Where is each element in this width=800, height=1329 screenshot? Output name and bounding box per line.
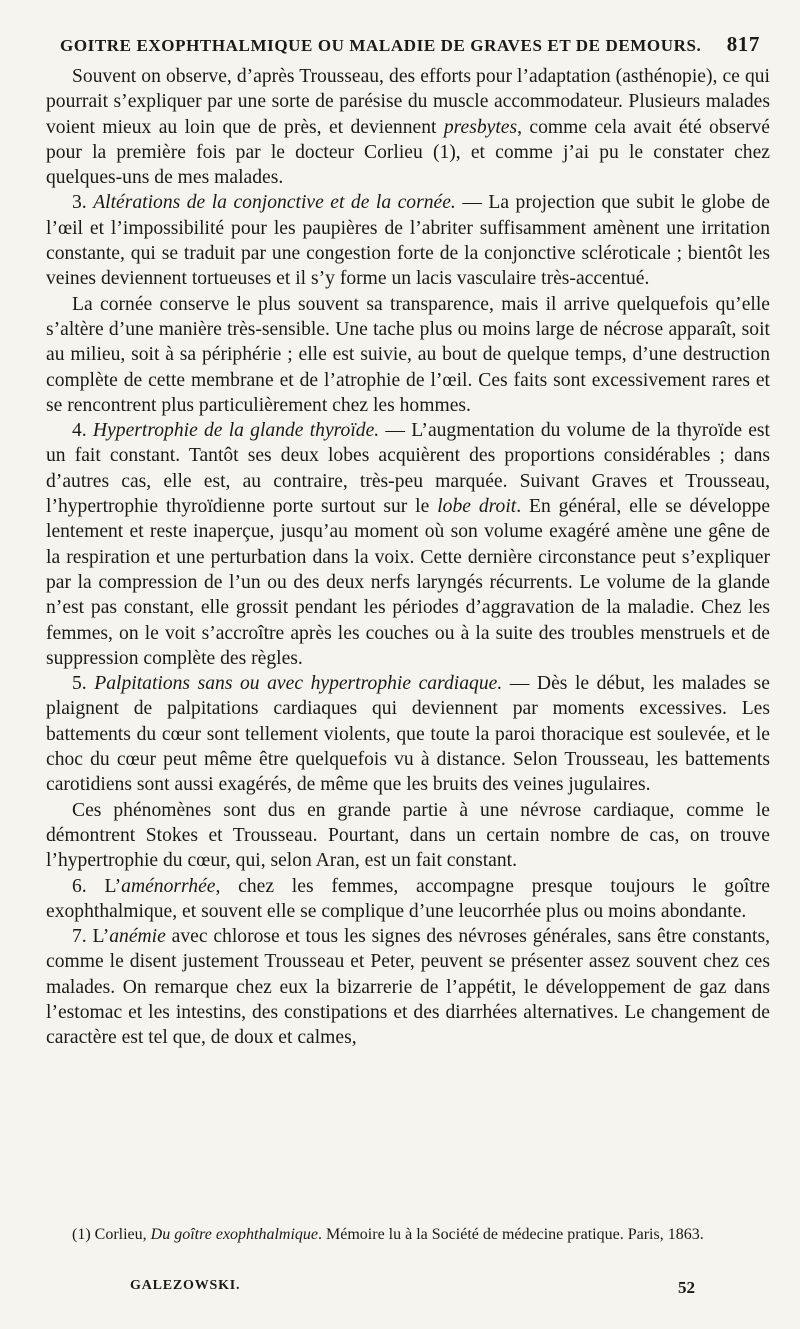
paragraph-accommodation: Souvent on observe, d’après Trousseau, des efforts pour l’adaptation (asthénopie), ce qui pourrait s’expliquer par une sorte de parésise du muscle accommodateur. Plusieurs malades voient mieux au loin que de près, et deviennent presbytes, comme cela avait été observé pour la première fois par le docteur Corlieu (1), et comme j’ai pu le constater chez quelques-uns de mes malades. [46,66,770,189]
section-heading: Altérations de la conjonctive et de la cornée. [93,192,456,214]
signature-line [130,1278,695,1298]
running-title: GOITRE EXOPHTHALMIQUE OU MALADIE DE GRAVES ET DE DEMOURS. [60,36,702,55]
page-number: 817 [726,32,760,56]
section-heading: Palpitations sans ou avec hypertrophie cardiaque. [94,673,503,695]
signature-mark: GALEZOWSKI. [130,1278,241,1293]
signature-number: 52 [678,1278,695,1297]
paragraph-section-3: 3. Altérations de la conjonctive et de la cornée. — La projection que subit le globe de l’œil et l’impossibilité pour les paupières de l’abriter suffisamment amènent une irritation constante, qui se traduit par une congestion forte de la conjonctive scléroticale ; bientôt les veines deviennent tortueuses et il s’y forme un lacis vasculaire très-accentué. [46,192,770,290]
italic-term: lobe droit [437,496,517,518]
running-head [60,32,760,57]
paragraph-cornea: La cornée conserve le plus souvent sa transparence, mais il arrive quelquefois qu’elle s’altère d’une manière très-sensible. Une tache plus ou moins large de nécrose apparaît, soit au milieu, soit à sa périphérie ; elle est suivie, au bout de quelque temps, d’une destruction complète de cette membrane et de l’atrophie de l’œil. Ces faits sont excessivement rares et se rencontrent plus particulièrement chez les hommes. [46,293,770,416]
italic-term: anémie [109,926,166,948]
paragraph-section-5: 5. Palpitations sans ou avec hypertrophie cardiaque. — Dès le début, les malades se plaignent de palpitations cardiaques qui deviennent par moments excessives. Les battements du cœur sont tellement violents, que toute la paroi thoracique est soulevée, et le choc du cœur peut même être quelquefois vu à distance. Selon Trousseau, les battements carotidiens sont aussi exagérés, de même que les bruits des veines jugulaires. [46,673,771,796]
italic-term: aménorrhée [121,875,216,897]
section-heading: Hypertrophie de la glande thyroïde. [92,420,380,442]
paragraph-section-4: 4. Hypertrophie de la glande thyroïde. — L’augmentation du volume de la thyroïde est un fait constant. Tantôt ses deux lobes acquièrent des proportions considérables ; dans d’autres cas, elle est, au contraire, très-peu marquée. Suivant Graves et Trousseau, l’hypertrophie thyroïdienne porte surtout sur le lobe droit. En général, elle se développe lentement et reste inaperçue, jusqu’au moment où son volume exagéré amène une gêne de la respiration et une perturbation dans la voix. Cette dernière circonstance peut s’expliquer par la compression de l’un ou des deux nerfs laryngés récurrents. Le volume de la glande n’est pas constant, elle grossit pendant les périodes d’aggravation de la maladie. Chez les femmes, on le voit s’accroître après les couches ou à la suite des troubles menstruels et de suppression complète des règles. [46,420,771,669]
italic-title: Du goître exophthalmique [150,1226,319,1243]
main-text [46,64,770,1051]
footnote: (1) Corlieu, Du goître exophthalmique. Mémoire lu à la Société de médecine pratique. Paris, 1863. [72,1226,704,1243]
italic-term: presbytes [443,116,518,138]
paragraph-nevrose: Ces phénomènes sont dus en grande partie à une névrose cardiaque, comme le démontrent Stokes et Trousseau. Pourtant, dans un certain nombre de cas, on trouve l’hypertrophie du cœur, qui, selon Aran, est un fait constant. [46,799,770,872]
paragraph-section-6: 6. L’aménorrhée, chez les femmes, accompagne presque toujours le goître exophthalmique, et souvent elle se complique d’une leucorrhée plus ou moins abondante. [46,875,770,922]
paragraph-section-7: 7. L’anémie avec chlorose et tous les signes des névroses générales, sans être constants, comme le disent justement Trousseau et Peter, peuvent se présenter assez souvent chez ces malades. On remarque chez eux la bizarrerie de l’appétit, le développement de gaz dans l’estomac et les intestins, des constipations et des diarrhées alternatives. Le changement de caractère est tel que, de doux et calmes, [46,926,770,1049]
